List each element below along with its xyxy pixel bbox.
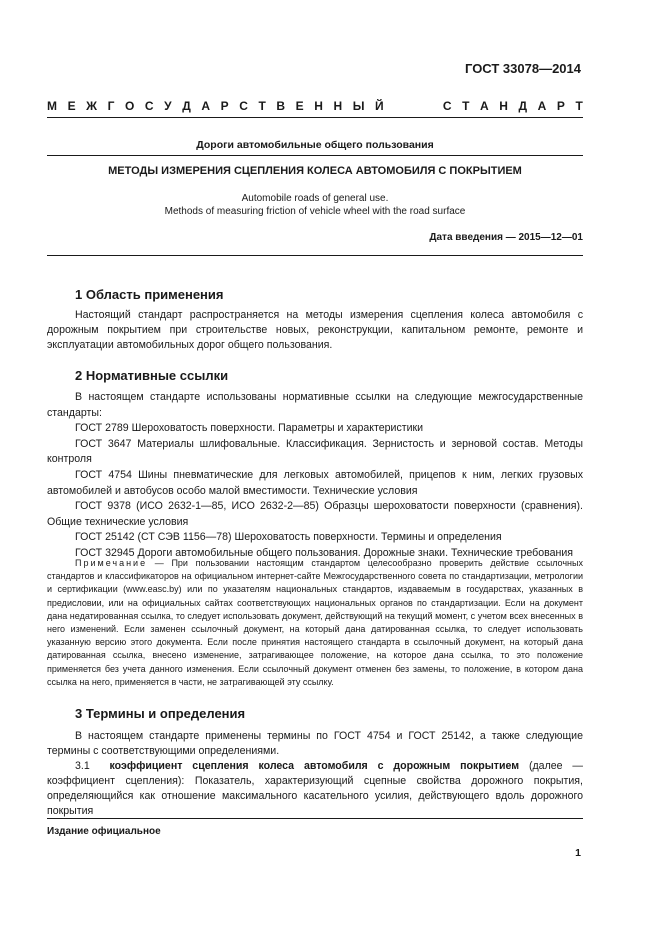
banner-letter: Р xyxy=(556,99,565,113)
banner-letter: Е xyxy=(295,99,304,113)
term-name: коэффициент сцепления колеса автомобиля с дорожным покрытием xyxy=(109,760,520,772)
section3-text xyxy=(47,729,583,819)
banner-letter: О xyxy=(125,99,135,113)
reference-item: ГОСТ 25142 (СТ СЭВ 1156—78) Шероховатость поверхности. Термины и определения xyxy=(75,531,502,544)
banner-letter: А xyxy=(537,99,547,113)
reference-item: ГОСТ 9378 (ИСО 2632-1—85, ИСО 2632-2—85) Образцы шероховатости поверхности (сравнения). Общие технические условия xyxy=(47,500,583,528)
english-title-line2: Methods of measuring friction of vehicle wheel with the road surface xyxy=(164,206,466,217)
normative-references xyxy=(47,390,583,562)
term-definition-text: (далее — коэффициент сцепления): Показатель, характеризующий сцепные свойства дорожного покрытия, определяющийся как отношение максимального касательного усилия, действующего вдоль дорожного покрытия xyxy=(47,760,584,817)
banner-letter: Н xyxy=(314,99,323,113)
banner-letter: Г xyxy=(107,99,115,113)
page-number: 1 xyxy=(575,847,581,859)
banner-letter: Р xyxy=(220,99,229,113)
references-note xyxy=(47,557,583,689)
reference-item: ГОСТ 2789 Шероховатость поверхности. Параметры и характеристики xyxy=(75,422,424,435)
scope-paragraph: Настоящий стандарт распространяется на методы измерения сцепления колеса автомобиля с дорожным покрытием при строительстве новых, реконструкции, капитальном ремонте, ремонте и эксплуатации автомобильных дорог общего пользования. xyxy=(47,309,583,351)
banner-letter: Й xyxy=(375,99,384,113)
section2-heading: 2 Нормативные ссылки xyxy=(75,368,229,383)
term-number: 3.1 xyxy=(75,760,90,772)
methods-title: МЕТОДЫ ИЗМЕРЕНИЯ СЦЕПЛЕНИЯ КОЛЕСА АВТОМОБИЛЯ С ПОКРЫТИЕМ xyxy=(108,165,522,177)
banner-letter: Н xyxy=(499,99,508,113)
terms-intro: В настоящем стандарте применены термины по ГОСТ 4754 и ГОСТ 25142, а также следующие термины с соответствующими определениями. xyxy=(47,730,583,757)
interstate-standard-banner xyxy=(47,99,583,113)
banner-letter: А xyxy=(480,99,489,113)
banner-letter: Д xyxy=(182,99,191,113)
section1-heading: 1 Область применения xyxy=(75,287,224,302)
banner-letter: Т xyxy=(462,99,470,113)
banner-letter: Ы xyxy=(352,99,365,113)
banner-letter: С xyxy=(239,99,248,113)
banner-letter: Ж xyxy=(86,99,98,113)
header-rule xyxy=(47,117,583,118)
banner-letter: М xyxy=(47,99,57,113)
note-text: — При пользовании настоящим стандартом целесообразно проверить действие ссылочных стандартов и классификаторов на официальном интернет-сайте Межгосударственного совета по стандартизации, метрологии и сертификации (www.easc.by) или по указателям национальных стандартов, издаваемым в государствах, указанных в предисловии, или на официальных сайтах соответствующих национальных органов по стандартизации. Если на документ дана недатированная ссылка, то следует использовать документ, действующий на текущий момент, с учетом всех внесенных в него изменений. Если заменен ссылочный документ, на который дана датированная ссылка, то следует использовать указанную версию этого документа. Если после принятия настоящего стандарта в ссылочный документ, на который дана датированная ссылка, внесено изменение, затрагивающее положение, на которое дана ссылка, то это положение применяется без учета данного изменения. Если ссылочный документ отменен без замены, то положение, в котором дана ссылка на него, применяется в части, не затрагивающей эту ссылку. xyxy=(47,558,583,687)
footer-rule xyxy=(47,818,583,819)
banner-letter: Т xyxy=(575,99,583,113)
standard-number: ГОСТ 33078—2014 xyxy=(465,61,581,76)
references-intro: В настоящем стандарте использованы нормативные ссылки на следующие межгосударственные стандарты: xyxy=(47,391,583,419)
banner-letter: Н xyxy=(333,99,343,113)
reference-item: ГОСТ 4754 Шины пневматические для легковых автомобилей, прицепов к ним, легких грузовых автомобилей и автобусов особо малой вместимости. Технические условия xyxy=(47,468,583,497)
road-title: Дороги автомобильные общего пользования xyxy=(196,139,434,151)
date-rule xyxy=(47,255,583,256)
title-rule xyxy=(47,155,583,156)
banner-letter: Т xyxy=(258,99,266,113)
term-definition xyxy=(47,759,583,819)
reference-item: ГОСТ 32945 Дороги автомобильные общего пользования. Дорожные знаки. Технические требования xyxy=(75,546,574,559)
banner-letter: В xyxy=(276,99,286,113)
banner-letter: У xyxy=(164,99,172,113)
banner-letter: Е xyxy=(67,99,76,113)
section3-heading: 3 Термины и определения xyxy=(75,706,246,721)
banner-letter: С xyxy=(144,99,154,113)
banner-letter: А xyxy=(201,99,211,113)
banner-letter: Д xyxy=(518,99,528,113)
introduction-date: Дата введения — 2015—12—01 xyxy=(429,232,583,243)
english-title-line1: Automobile roads of general use. xyxy=(241,193,389,204)
official-edition-label: Издание официальное xyxy=(47,826,161,837)
banner-gap xyxy=(394,99,432,113)
banner-letter: С xyxy=(442,99,452,113)
note-label: Примечание xyxy=(75,558,148,568)
section1-text xyxy=(47,308,583,353)
english-title xyxy=(47,192,583,218)
reference-item: ГОСТ 3647 Материалы шлифовальные. Классификация. Зернистость и зерновой состав. Методы контроля xyxy=(47,437,583,466)
